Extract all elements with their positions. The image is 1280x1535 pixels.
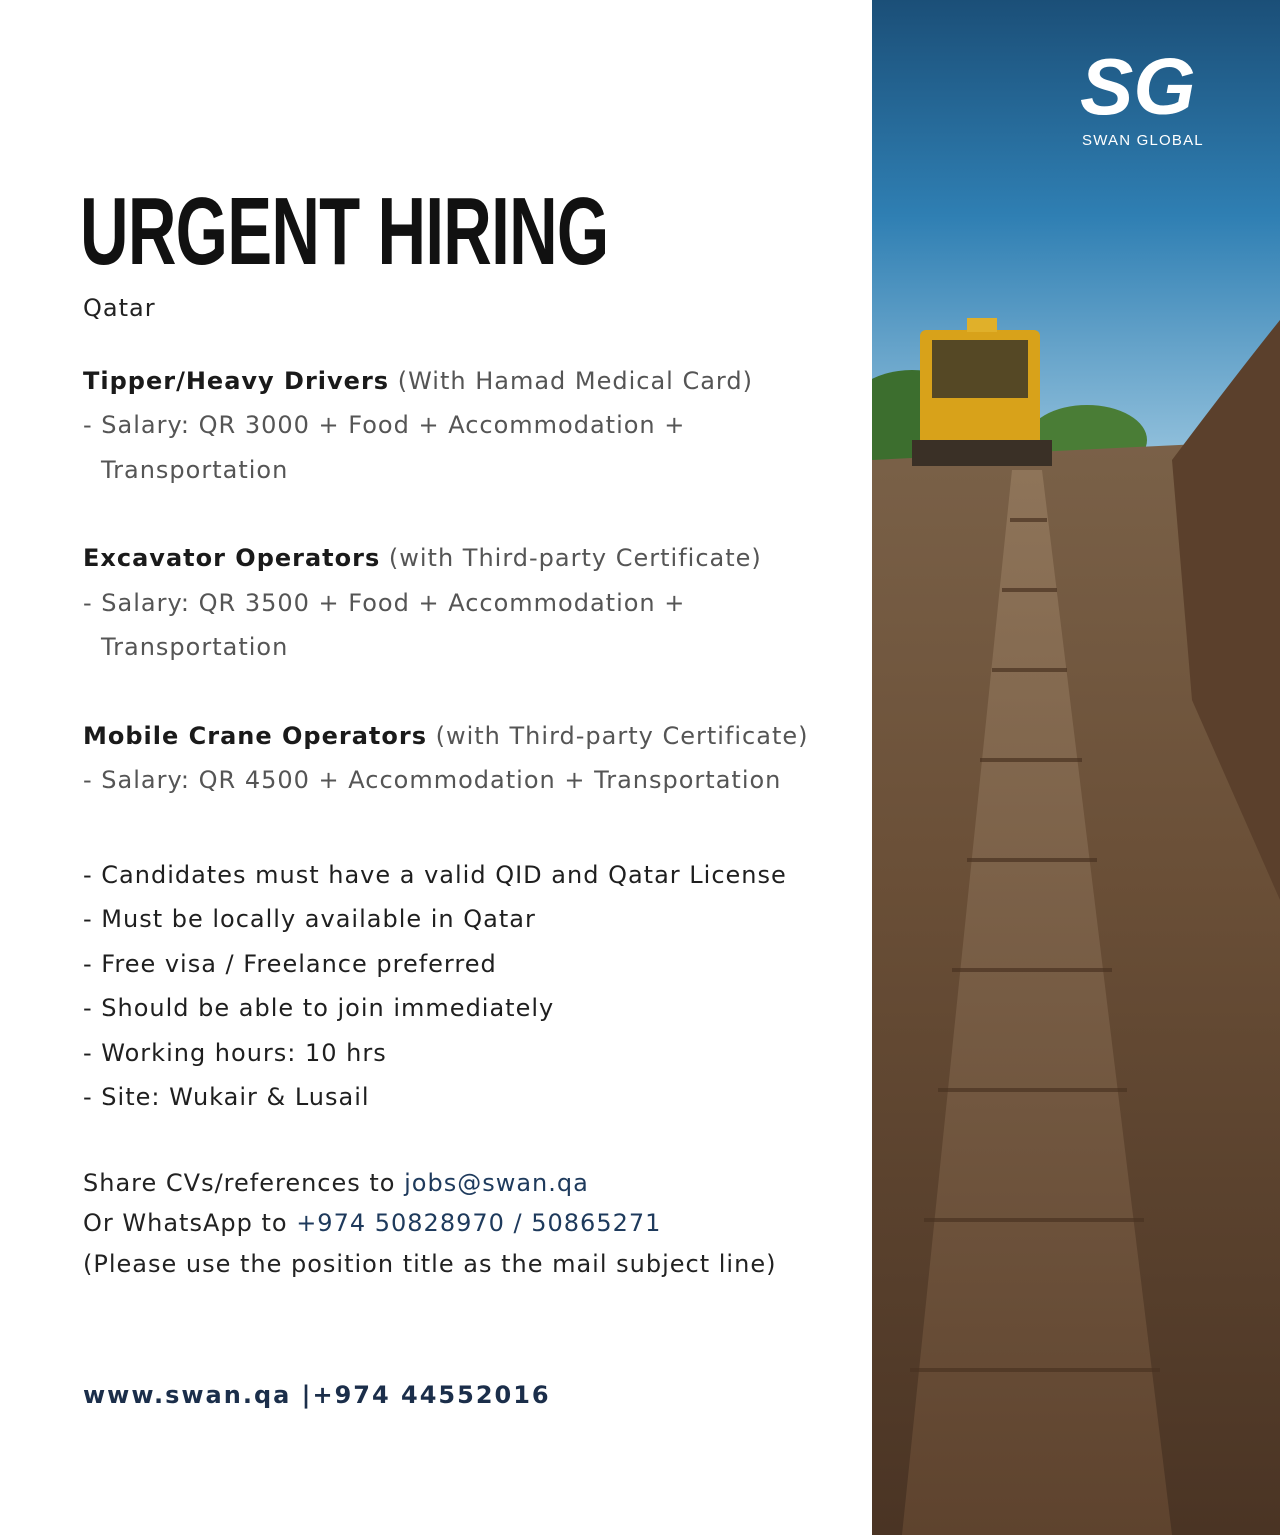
job-note: (with Third-party Certificate)	[426, 722, 809, 750]
job-location: Qatar	[83, 294, 156, 322]
contact-whatsapp-line	[83, 1208, 661, 1238]
construction-photo	[872, 0, 1280, 1535]
footer-website-link[interactable]: www.swan.qa	[83, 1381, 292, 1409]
job-salary-2: - Salary: QR 3500 + Food + Accommodation +	[83, 589, 686, 617]
requirement-item: - Should be able to join immediately	[83, 994, 555, 1022]
bulldozer	[912, 318, 1052, 466]
footer-separator: |	[291, 1381, 313, 1409]
requirement-item: - Site: Wukair & Lusail	[83, 1083, 370, 1111]
job-salary-3: - Salary: QR 4500 + Accommodation + Transportation	[83, 766, 782, 794]
job-salary-1-cont: Transportation	[101, 456, 289, 484]
footer-contact	[83, 1380, 551, 1410]
contact-email-link[interactable]: jobs@swan.qa	[404, 1169, 589, 1197]
contact-email-prefix: Share CVs/references to	[83, 1169, 405, 1197]
job-note: (with Third-party Certificate)	[380, 544, 762, 572]
requirement-item: - Candidates must have a valid QID and Qatar License	[83, 861, 787, 889]
contact-whatsapp-prefix: Or WhatsApp to	[83, 1209, 297, 1237]
requirement-item: - Working hours: 10 hrs	[83, 1039, 387, 1067]
page-title: URGENT HIRING	[80, 178, 609, 285]
job-heading-1	[83, 366, 753, 396]
contact-whatsapp-numbers[interactable]: +974 50828970 / 50865271	[296, 1209, 662, 1237]
brand-name: SWAN GLOBAL	[1082, 132, 1204, 149]
job-note: (With Hamad Medical Card)	[389, 367, 753, 395]
contact-email-line	[83, 1168, 589, 1198]
logo-letters: SG	[1080, 52, 1196, 131]
footer-phone[interactable]: +974 44552016	[312, 1381, 551, 1409]
job-title: Tipper/Heavy Drivers	[83, 367, 390, 395]
job-heading-2	[83, 543, 762, 573]
job-heading-3	[83, 721, 808, 751]
photo-illustration	[872, 0, 1280, 1535]
requirement-item: - Free visa / Freelance preferred	[83, 950, 497, 978]
job-salary-1: - Salary: QR 3000 + Food + Accommodation +	[83, 411, 686, 439]
job-title: Mobile Crane Operators	[83, 722, 427, 750]
job-salary-2-cont: Transportation	[101, 633, 289, 661]
contact-subject-note: (Please use the position title as the mail subject line)	[83, 1250, 777, 1278]
requirement-item: - Must be locally available in Qatar	[83, 905, 536, 933]
job-title: Excavator Operators	[83, 544, 381, 572]
